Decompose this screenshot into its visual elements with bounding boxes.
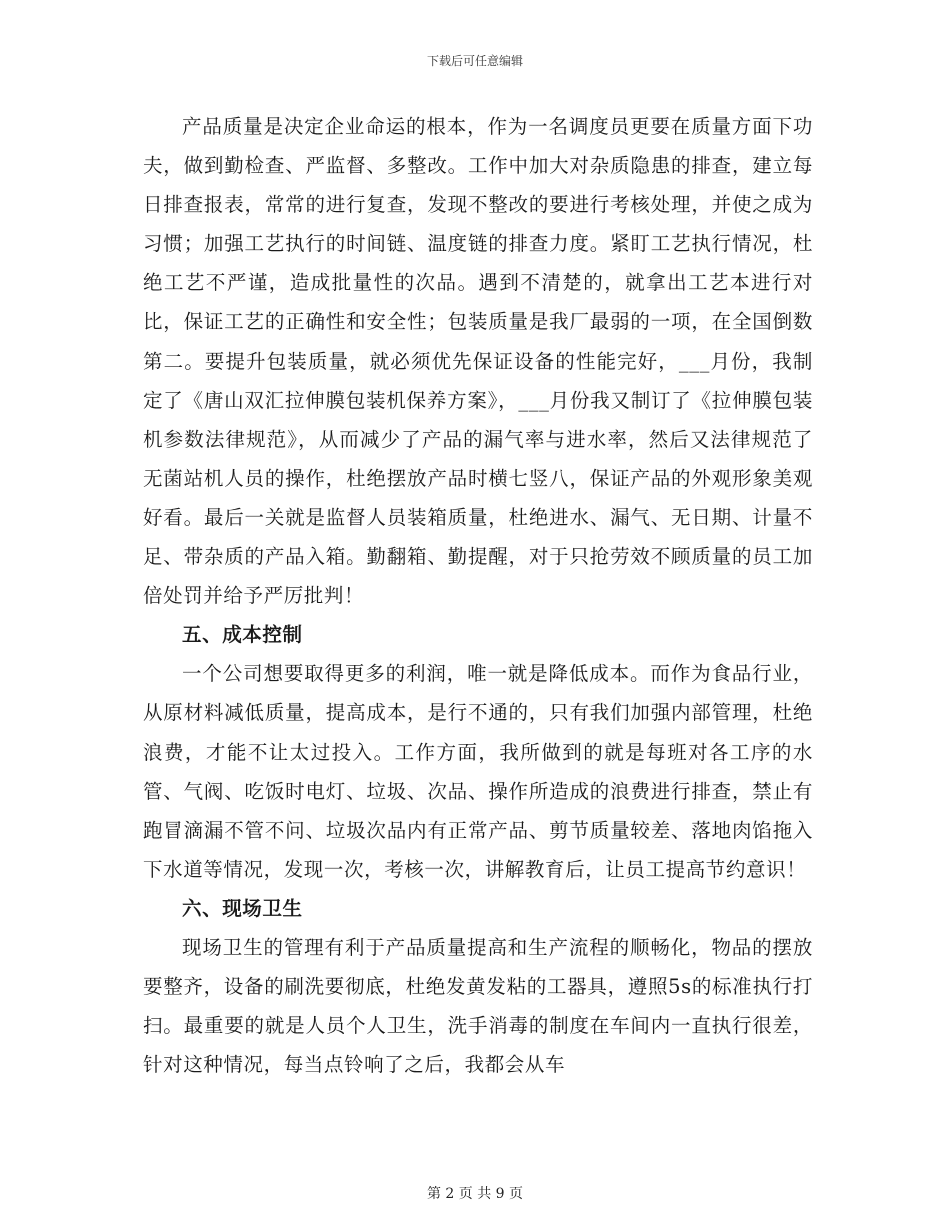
page-footer: 第 2 页 共 9 页 — [426, 1186, 524, 1202]
section-heading-site-hygiene: 六、现场卫生 — [182, 896, 303, 920]
page-header: 下载后可任意编辑 — [426, 54, 523, 68]
paragraph-quality: 产品质量是决定企业命运的根本，作为一名调度员更要在质量方面下功夫，做到勤检查、严监督、多整改。工作中加大对杂质隐患的排查，建立每日排查报表，常常的进行复查，发现不整改的要进行考核处理，并使之成为习惯；加强工艺执行的时间链、温度链的排查力度。紧盯工艺执行情况，杜绝工艺不严谨，造成批量性的次品。遇到不清楚的，就拿出工艺本进行对比，保证工艺的正确性和安全性；包装质量是我厂最弱的一项，在全国倒数第二。要提升包装质量，就必须优先保证设备的性能完好，___月份，我制定了《唐山双汇拉伸膜包装机保养方案》，___月份我又制订了《拉伸膜包装机参数法律规范》，从而减少了产品的漏气率与进水率，然后又法律规范了无菌站机人员的操作，杜绝摆放产品时横七竖八，保证产品的外观形象美观好看。最后一关就是监督人员装箱质量，杜绝进水、漏气、无日期、计量不足、带杂质的产品入箱。勤翻箱、勤提醒，对于只抢劳效不顾质量的员工加倍处罚并给予严厉批判！ — [143, 115, 813, 608]
paragraph-site-hygiene: 现场卫生的管理有利于产品质量提高和生产流程的顺畅化，物品的摆放要整齐，设备的刷洗要彻底，杜绝发黄发粘的工器具，遵照5s的标准执行打扫。最重要的就是人员个人卫生，洗手消毒的制度在车间内一直执行很差，针对这种情况，每当点铃响了之后，我都会从车 — [143, 935, 813, 1077]
paragraph-cost-control: 一个公司想要取得更多的利润，唯一就是降低成本。而作为食品行业，从原材料减低质量，提高成本，是行不通的，只有我们加强内部管理，杜绝浪费，才能不让太过投入。工作方面，我所做到的就是每班对各工序的水管、气阀、吃饭时电灯、垃圾、次品、操作所造成的浪费进行排查，禁止有跑冒滴漏不管不问、垃圾次品内有正常产品、剪节质量较差、落地肉馅拖入下水道等情况，发现一次，考核一次，讲解教育后，让员工提高节约意识！ — [143, 662, 813, 881]
section-heading-cost-control: 五、成本控制 — [182, 623, 303, 647]
document-body — [143, 107, 813, 1084]
